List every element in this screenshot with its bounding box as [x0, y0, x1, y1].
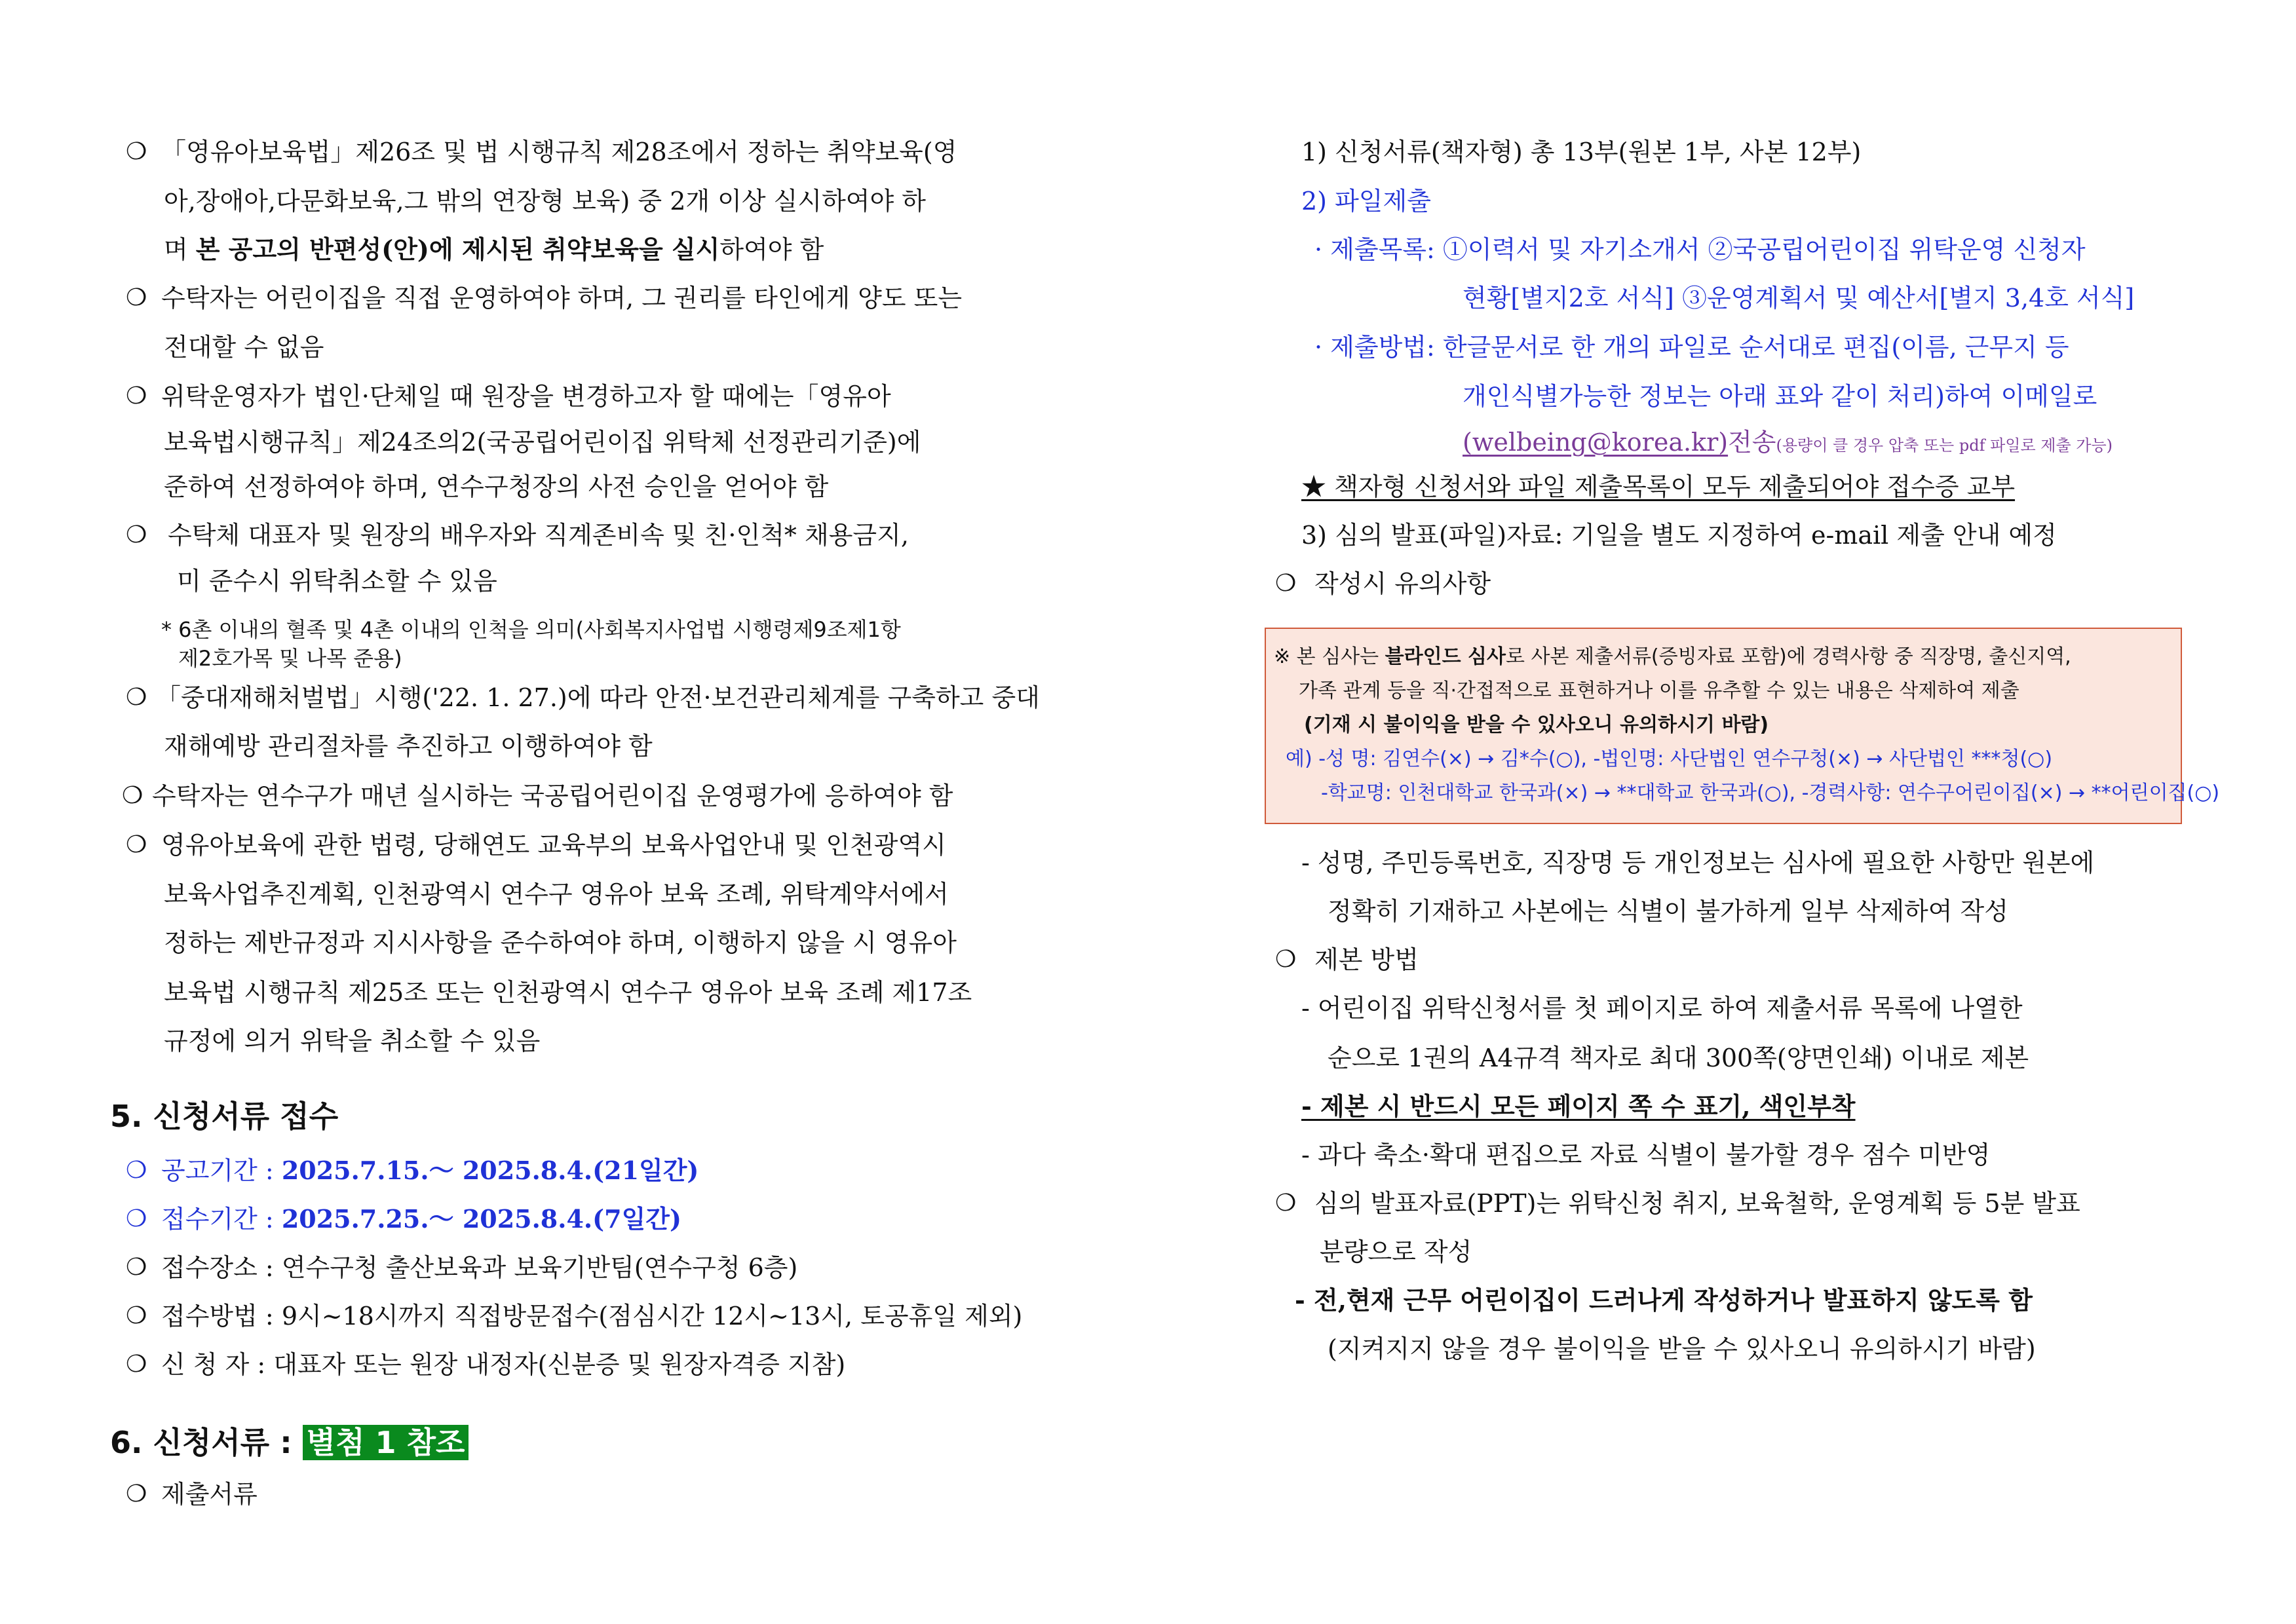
- text-line: 위탁운영자가 법인·단체일 때 원장을 변경하고자 할 때에는「영유아: [161, 382, 891, 411]
- info-row: [161, 1154, 698, 1187]
- text-line: 「중대재해처벌법」시행('22. 1. 27.)에 따라 안전·보건관리체계를 구축하고 중대: [156, 683, 1040, 712]
- bullet-icon: ❍: [126, 1157, 147, 1184]
- text-line: 1) 신청서류(책자형) 총 13부(원본 1부, 사본 12부): [1301, 138, 1862, 166]
- text-line: 작성시 유의사항: [1314, 569, 1491, 598]
- section-heading: 5. 신청서류 접수: [110, 1099, 339, 1134]
- email-link[interactable]: (welbeing@korea.kr): [1463, 428, 1729, 457]
- text-line: 영유아보육에 관한 법령, 당해연도 교육부의 보육사업안내 및 인천광역시: [161, 831, 946, 859]
- text-line: 정확히 기재하고 사본에는 식별이 불가하게 일부 삭제하여 작성: [1328, 897, 2008, 926]
- bullet-icon: ❍: [126, 1351, 147, 1378]
- subsection-title: 2) 파일제출: [1301, 187, 1431, 216]
- text-line: 재해예방 관리절차를 추진하고 이행하여야 함: [164, 732, 653, 761]
- text-line: 현황[별지2호 서식] ③운영계획서 및 예산서[별지 3,4호 서식]: [1463, 284, 2135, 312]
- text-line: - 어린이집 위탁신청서를 첫 페이지로 하여 제출서류 목록에 나열한: [1301, 994, 2023, 1023]
- text-line: 심의 발표자료(PPT)는 위탁신청 취지, 보육철학, 운영계획 등 5분 발표: [1314, 1189, 2080, 1218]
- text-line: 「영유아보육법」제26조 및 법 시행규칙 제28조에서 정하는 취약보육(영: [161, 138, 957, 166]
- info-row: [161, 1300, 1022, 1332]
- attachment-tag: 별첨 1 참조: [303, 1425, 469, 1460]
- text-line: 전대할 수 없음: [164, 333, 324, 362]
- bullet-icon: ❍: [126, 521, 147, 548]
- section-heading: 6. 신청서류 : 별첨 1 참조: [110, 1424, 469, 1461]
- bullet-icon: ❍: [126, 1254, 147, 1281]
- text-line: 보육사업추진계획, 인천광역시 연수구 영유아 보육 조례, 위탁계약서에서: [164, 880, 949, 909]
- info-row: [161, 1348, 845, 1381]
- text-line: 미 준수시 위탁취소할 수 있음: [177, 567, 497, 595]
- bullet-icon: ❍: [1275, 570, 1297, 597]
- bullet-icon: ❍: [1275, 1190, 1297, 1217]
- info-label: 접수장소 :: [161, 1253, 274, 1282]
- text-line: (welbeing@korea.kr)전송(용량이 클 경우 압축 또는 pdf 파일로 제출 가능): [1463, 428, 2113, 457]
- text-line: 개인식별가능한 정보는 아래 표와 같이 처리)하여 이메일로: [1463, 382, 2097, 411]
- bullet-icon: ❍: [126, 1302, 147, 1329]
- info-value: 연수구청 출산보육과 보육기반팀(연수구청 6층): [281, 1253, 798, 1282]
- bullet-icon: ❍: [1275, 946, 1297, 973]
- bullet-icon: ❍: [126, 138, 147, 165]
- text-line: 순으로 1권의 A4규격 책자로 최대 300쪽(양면인쇄) 이내로 제본: [1328, 1044, 2029, 1072]
- blind-review-notice-box: [1265, 628, 2220, 824]
- info-value: 9시~18시까지 직접방문접수(점심시간 12시~13시, 토공휴일 제외): [281, 1302, 1023, 1331]
- notice-line: ★ 책자형 신청서와 파일 제출목록이 모두 제출되어야 접수증 교부: [1301, 472, 2016, 501]
- info-row: [161, 1203, 681, 1236]
- box-example: 예) -성 명: 김연수(×) → 김*수(○), -법인명: 사단법인 연수구청(×) → 사단법인 ***청(○): [1286, 747, 2053, 770]
- text-line: - 성명, 주민등록번호, 직장명 등 개인정보는 심사에 필요한 사항만 원본에: [1301, 848, 2095, 877]
- text-line: 준하여 선정하여야 하며, 연수구청장의 사전 승인을 얻어야 함: [164, 472, 829, 501]
- box-line: ※ 본 심사는 블라인드 심사로 사본 제출서류(증빙자료 포함)에 경력사항 중 직장명, 출신지역,: [1274, 645, 2071, 668]
- text-line: 아,장애아,다문화보육,그 밖의 연장형 보육) 중 2개 이상 실시하여야 하: [164, 187, 926, 216]
- box-line: 가족 관계 등을 직·간접적으로 표현하거나 이를 유추할 수 있는 내용은 삭제하여 제출: [1299, 679, 2019, 702]
- info-label: 접수기간 :: [161, 1205, 274, 1234]
- bullet-icon: ❍: [126, 284, 147, 311]
- text-line: · 제출목록: ①이력서 및 자기소개서 ②국공립어린이집 위탁운영 신청자: [1314, 235, 2086, 264]
- text-line: 정하는 제반규정과 지시사항을 준수하여야 하며, 이행하지 않을 시 영유아: [164, 928, 957, 957]
- text-line: (지켜지지 않을 경우 불이익을 받을 수 있사오니 유의하시기 바람): [1328, 1334, 2036, 1363]
- notice-line: - 제본 시 반드시 모든 페이지 쪽 수 표기, 색인부착: [1301, 1091, 1856, 1121]
- footnote: 제2호가목 및 나목 준용): [178, 646, 402, 671]
- text-line: 분량으로 작성: [1320, 1237, 1472, 1266]
- bullet-icon: ❍: [126, 1481, 147, 1507]
- emphasis-line: - 전,현재 근무 어린이집이 드러나게 작성하거나 발표하지 않도록 함: [1295, 1285, 2033, 1315]
- text-line: 3) 심의 발표(파일)자료: 기일을 별도 지정하여 e-mail 제출 안내 예정: [1301, 521, 2057, 550]
- info-label: 신 청 자 :: [161, 1350, 266, 1379]
- info-label: 접수방법 :: [161, 1302, 274, 1331]
- text-line: 규정에 의거 위탁을 취소할 수 있음: [164, 1027, 541, 1055]
- info-value: 2025.7.25.～ 2025.8.4.(7일간): [281, 1204, 681, 1234]
- info-row: [161, 1251, 797, 1284]
- text-line: 수탁자는 연수구가 매년 실시하는 국공립어린이집 운영평가에 응하여야 함: [152, 782, 953, 810]
- box-line: (기재 시 불이익을 받을 수 있사오니 유의하시기 바람): [1304, 713, 1769, 736]
- text-line: · 제출방법: 한글문서로 한 개의 파일로 순서대로 편집(이름, 근무지 등: [1314, 333, 2069, 362]
- bullet-icon: ❍: [122, 782, 144, 809]
- text-line: 수탁체 대표자 및 원장의 배우자와 직계존비속 및 친·인척* 채용금지,: [168, 521, 909, 550]
- text-line: 제본 방법: [1314, 945, 1419, 974]
- box-example: -학교명: 인천대학교 한국과(×) → **대학교 한국과(○), -경력사항: 연수구어린이집(×) → **어린이집(○): [1321, 782, 2220, 804]
- text-line: 제출서류: [161, 1480, 258, 1509]
- info-label: 공고기간 :: [161, 1156, 274, 1185]
- text-line: 수탁자는 어린이집을 직접 운영하여야 하며, 그 권리를 타인에게 양도 또는: [161, 284, 963, 312]
- emphasis-text: 본 공고의 반편성(안)에 제시된 취약보육을 실시: [195, 235, 720, 264]
- footnote: * 6촌 이내의 혈족 및 4촌 이내의 인척을 의미(사회복지사업법 시행령제9조제1항: [161, 617, 901, 642]
- bullet-icon: ❍: [126, 684, 147, 711]
- text-line: 보육법시행규칙」제24조의2(국공립어린이집 위탁체 선정관리기준)에: [164, 428, 921, 457]
- info-value: 대표자 또는 원장 내정자(신분증 및 원장자격증 지참): [273, 1350, 846, 1379]
- info-value: 2025.7.15.～ 2025.8.4.(21일간): [281, 1156, 699, 1185]
- text-line: 보육법 시행규칙 제25조 또는 인천광역시 연수구 영유아 보육 조례 제17조: [164, 978, 972, 1007]
- text-line: 며 본 공고의 반편성(안)에 제시된 취약보육을 실시하여야 함: [164, 235, 824, 264]
- text-line: - 과다 축소·확대 편집으로 자료 식별이 불가할 경우 점수 미반영: [1301, 1141, 1991, 1169]
- bullet-icon: ❍: [126, 383, 147, 409]
- bullet-icon: ❍: [126, 831, 147, 858]
- bullet-icon: ❍: [126, 1205, 147, 1232]
